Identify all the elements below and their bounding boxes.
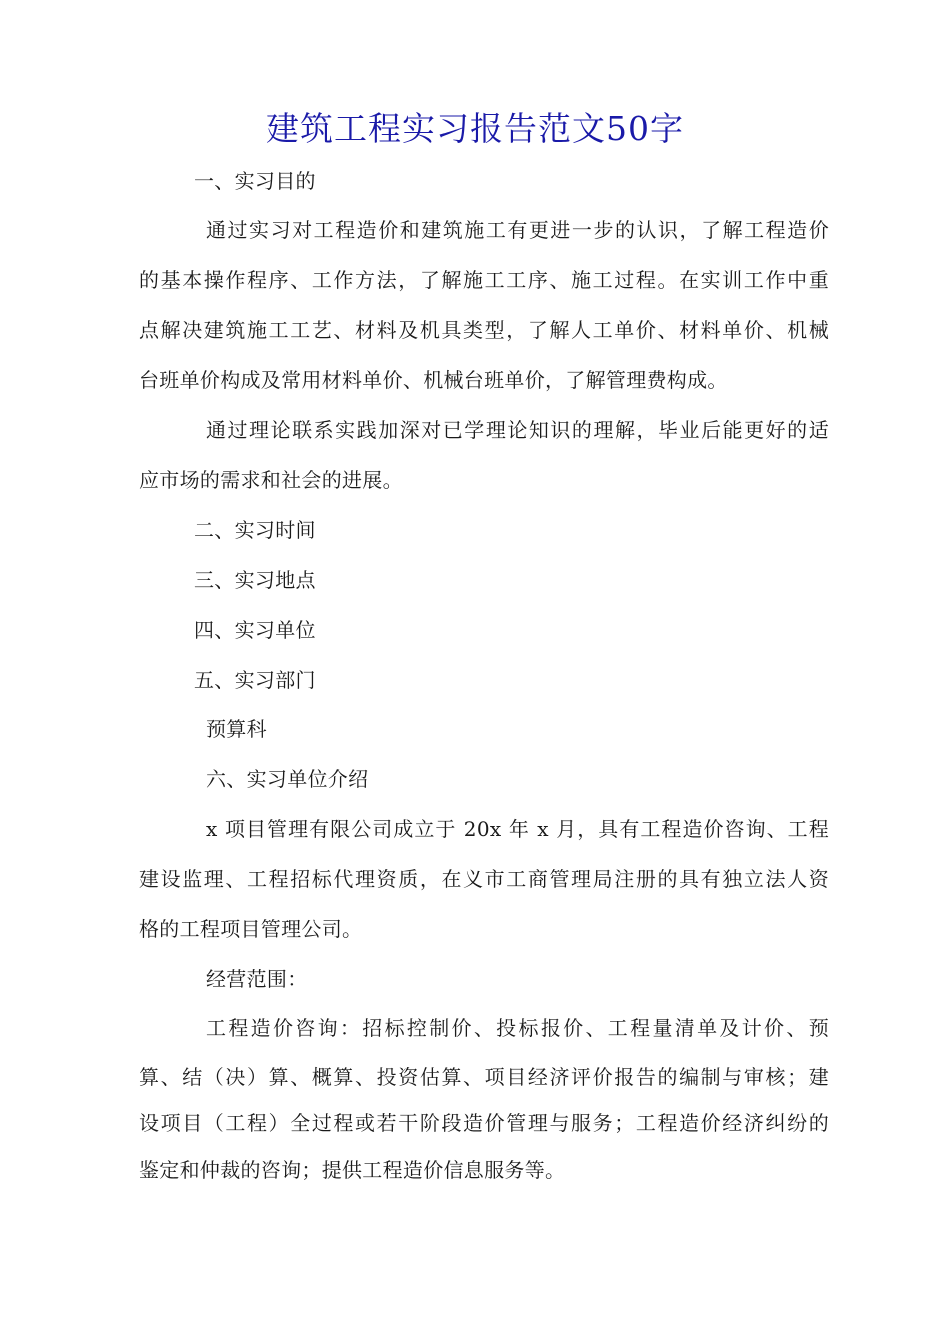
- section-heading-location: 三、实习地点: [194, 568, 316, 592]
- section-heading-department: 五、实习部门: [194, 668, 316, 692]
- paragraph-line: 应市场的需求和社会的进展。: [139, 468, 403, 492]
- paragraph-line: 工程造价咨询：招标控制价、投标报价、工程量清单及计价、预: [206, 1016, 829, 1040]
- paragraph-line: 的基本操作程序、工作方法，了解施工工序、施工过程。在实训工作中重: [139, 268, 829, 292]
- paragraph-line: 建设监理、工程招标代理资质，在义市工商管理局注册的具有独立法人资: [139, 867, 829, 891]
- paragraph-line: 算、结（决）算、概算、投资估算、项目经济评价报告的编制与审核；建: [139, 1065, 829, 1089]
- paragraph-line: 鉴定和仲裁的咨询；提供工程造价信息服务等。: [139, 1158, 566, 1182]
- paragraph-line: 设项目（工程）全过程或若干阶段造价管理与服务；工程造价经济纠纷的: [139, 1111, 829, 1135]
- paragraph-line: 格的工程项目管理公司。: [139, 917, 363, 941]
- paragraph-line: 点解决建筑施工工艺、材料及机具类型，了解人工单价、材料单价、机械: [139, 318, 829, 342]
- business-scope-label: 经营范围：: [206, 967, 308, 991]
- section-heading-time: 二、实习时间: [194, 518, 316, 542]
- paragraph-line: 通过实习对工程造价和建筑施工有更进一步的认识，了解工程造价: [206, 218, 829, 242]
- section-heading-unit: 四、实习单位: [194, 618, 316, 642]
- paragraph-line: x 项目管理有限公司成立于 20x 年 x 月，具有工程造价咨询、工程: [206, 817, 829, 841]
- document-title: 建筑工程实习报告范文50字: [266, 109, 684, 148]
- department-name: 预算科: [206, 717, 267, 741]
- section-heading-unit-intro: 六、实习单位介绍: [206, 767, 369, 791]
- paragraph-line: 通过理论联系实践加深对已学理论知识的理解，毕业后能更好的适: [206, 418, 829, 442]
- section-heading-purpose: 一、实习目的: [194, 169, 316, 193]
- paragraph-line: 台班单价构成及常用材料单价、机械台班单价，了解管理费构成。: [139, 368, 728, 392]
